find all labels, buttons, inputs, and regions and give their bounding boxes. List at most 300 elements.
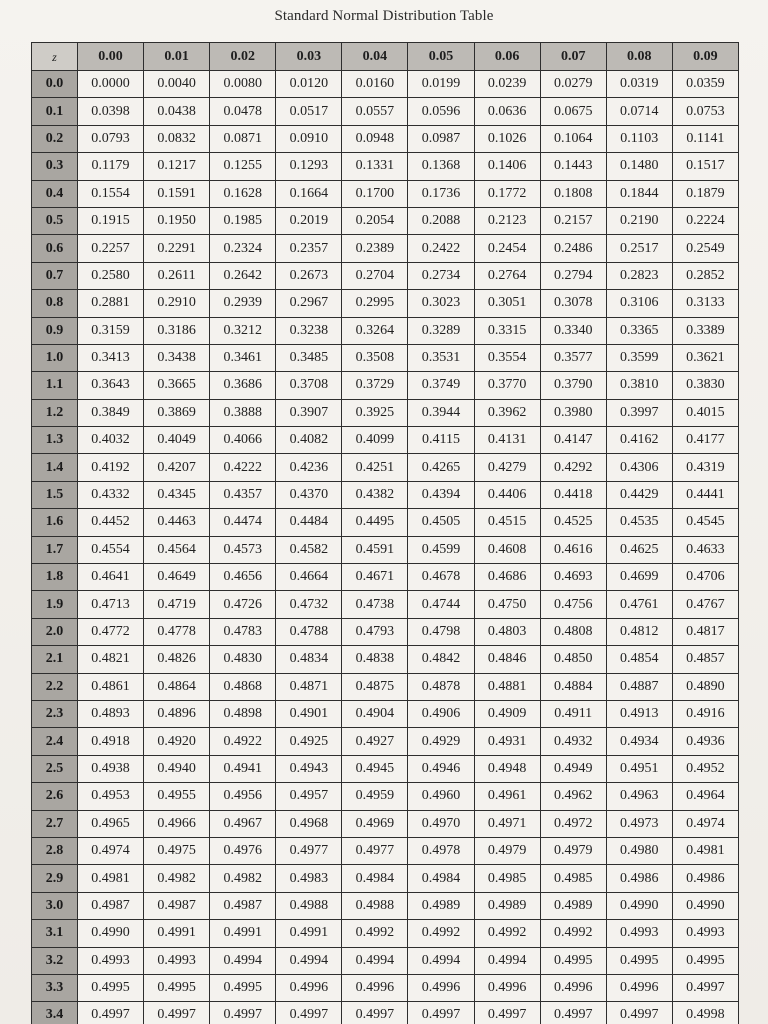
table-cell: 0.4131 (474, 427, 540, 454)
row-header-z: 1.9 (32, 591, 78, 618)
table-cell: 0.0517 (276, 98, 342, 125)
table-cell: 0.4973 (606, 810, 672, 837)
row-header-z: 2.3 (32, 700, 78, 727)
table-cell: 0.2642 (210, 262, 276, 289)
table-cell: 0.4981 (78, 865, 144, 892)
table-row (32, 207, 739, 234)
table-cell: 0.4992 (540, 920, 606, 947)
table-cell: 0.2123 (474, 207, 540, 234)
table-cell: 0.4996 (342, 974, 408, 1001)
table-cell: 0.1554 (78, 180, 144, 207)
table-cell: 0.4945 (342, 755, 408, 782)
table-cell: 0.4830 (210, 646, 276, 673)
table-cell: 0.4474 (210, 509, 276, 536)
table-cell: 0.4994 (276, 947, 342, 974)
table-cell: 0.3849 (78, 399, 144, 426)
column-header: 0.01 (144, 43, 210, 71)
table-cell: 0.1443 (540, 153, 606, 180)
table-cell: 0.4015 (672, 399, 738, 426)
table-cell: 0.4898 (210, 700, 276, 727)
table-row (32, 125, 739, 152)
table-cell: 0.4922 (210, 728, 276, 755)
table-cell: 0.3264 (342, 317, 408, 344)
table-cell: 0.4961 (474, 783, 540, 810)
table-cell: 0.3238 (276, 317, 342, 344)
table-cell: 0.4761 (606, 591, 672, 618)
table-cell: 0.1217 (144, 153, 210, 180)
table-cell: 0.4986 (606, 865, 672, 892)
table-cell: 0.4997 (144, 1002, 210, 1024)
table-row (32, 153, 739, 180)
table-cell: 0.1179 (78, 153, 144, 180)
row-header-z: 1.7 (32, 536, 78, 563)
table-cell: 0.2357 (276, 235, 342, 262)
table-cell: 0.2486 (540, 235, 606, 262)
table-cell: 0.3944 (408, 399, 474, 426)
table-row (32, 892, 739, 919)
table-cell: 0.4949 (540, 755, 606, 782)
row-header-z: 1.8 (32, 564, 78, 591)
row-header-z: 0.9 (32, 317, 78, 344)
table-cell: 0.0160 (342, 71, 408, 98)
table-cell: 0.4990 (672, 892, 738, 919)
table-cell: 0.4962 (540, 783, 606, 810)
table-cell: 0.3643 (78, 372, 144, 399)
table-cell: 0.4957 (276, 783, 342, 810)
table-cell: 0.4955 (144, 783, 210, 810)
row-header-z: 2.2 (32, 673, 78, 700)
table-cell: 0.4793 (342, 618, 408, 645)
table-cell: 0.4984 (408, 865, 474, 892)
table-cell: 0.4719 (144, 591, 210, 618)
table-cell: 0.2734 (408, 262, 474, 289)
table-cell: 0.2291 (144, 235, 210, 262)
table-row (32, 920, 739, 947)
table-cell: 0.0398 (78, 98, 144, 125)
table-cell: 0.4989 (474, 892, 540, 919)
table-cell: 0.0753 (672, 98, 738, 125)
table-cell: 0.3186 (144, 317, 210, 344)
table-container (31, 42, 738, 1024)
table-cell: 0.2794 (540, 262, 606, 289)
table-cell: 0.4817 (672, 618, 738, 645)
table-cell: 0.4991 (276, 920, 342, 947)
table-cell: 0.4931 (474, 728, 540, 755)
table-cell: 0.2673 (276, 262, 342, 289)
table-cell: 0.4893 (78, 700, 144, 727)
table-cell: 0.0319 (606, 71, 672, 98)
row-header-z: 0.6 (32, 235, 78, 262)
table-row (32, 755, 739, 782)
table-cell: 0.4656 (210, 564, 276, 591)
table-cell: 0.4994 (342, 947, 408, 974)
table-cell: 0.4788 (276, 618, 342, 645)
table-cell: 0.4066 (210, 427, 276, 454)
table-cell: 0.4979 (540, 837, 606, 864)
table-cell: 0.2995 (342, 290, 408, 317)
row-header-z: 1.4 (32, 454, 78, 481)
table-cell: 0.4495 (342, 509, 408, 536)
table-cell: 0.2852 (672, 262, 738, 289)
row-header-z: 0.2 (32, 125, 78, 152)
table-cell: 0.4987 (210, 892, 276, 919)
table-cell: 0.4959 (342, 783, 408, 810)
page-title: Standard Normal Distribution Table (274, 8, 494, 24)
table-cell: 0.4995 (540, 947, 606, 974)
table-cell: 0.4878 (408, 673, 474, 700)
table-cell: 0.4983 (276, 865, 342, 892)
table-cell: 0.4997 (408, 1002, 474, 1024)
table-cell: 0.0199 (408, 71, 474, 98)
table-cell: 0.1480 (606, 153, 672, 180)
table-cell: 0.4946 (408, 755, 474, 782)
table-cell: 0.4236 (276, 454, 342, 481)
table-row (32, 427, 739, 454)
table-cell: 0.4693 (540, 564, 606, 591)
table-cell: 0.4147 (540, 427, 606, 454)
table-cell: 0.1700 (342, 180, 408, 207)
table-row (32, 98, 739, 125)
table-cell: 0.3907 (276, 399, 342, 426)
table-row (32, 618, 739, 645)
table-cell: 0.4099 (342, 427, 408, 454)
table-cell: 0.4545 (672, 509, 738, 536)
table-cell: 0.4965 (78, 810, 144, 837)
table-cell: 0.3531 (408, 344, 474, 371)
table-cell: 0.3438 (144, 344, 210, 371)
table-cell: 0.4251 (342, 454, 408, 481)
table-cell: 0.4992 (342, 920, 408, 947)
table-cell: 0.1026 (474, 125, 540, 152)
table-cell: 0.2764 (474, 262, 540, 289)
table-cell: 0.0832 (144, 125, 210, 152)
table-cell: 0.4484 (276, 509, 342, 536)
table-cell: 0.2881 (78, 290, 144, 317)
table-cell: 0.2088 (408, 207, 474, 234)
table-row (32, 728, 739, 755)
table-cell: 0.3413 (78, 344, 144, 371)
table-cell: 0.4279 (474, 454, 540, 481)
table-cell: 0.4911 (540, 700, 606, 727)
table-cell: 0.4984 (342, 865, 408, 892)
table-cell: 0.4997 (78, 1002, 144, 1024)
row-header-z: 1.1 (32, 372, 78, 399)
table-cell: 0.3830 (672, 372, 738, 399)
table-cell: 0.4993 (144, 947, 210, 974)
column-header: 0.05 (408, 43, 474, 71)
table-cell: 0.4783 (210, 618, 276, 645)
table-cell: 0.2611 (144, 262, 210, 289)
table-cell: 0.4936 (672, 728, 738, 755)
table-cell: 0.4887 (606, 673, 672, 700)
table-cell: 0.4177 (672, 427, 738, 454)
table-cell: 0.4505 (408, 509, 474, 536)
table-cell: 0.4974 (672, 810, 738, 837)
table-cell: 0.4988 (342, 892, 408, 919)
table-cell: 0.4890 (672, 673, 738, 700)
table-cell: 0.3925 (342, 399, 408, 426)
row-header-z: 3.0 (32, 892, 78, 919)
row-header-z: 2.6 (32, 783, 78, 810)
table-cell: 0.4997 (540, 1002, 606, 1024)
table-cell: 0.4976 (210, 837, 276, 864)
table-cell: 0.4633 (672, 536, 738, 563)
table-cell: 0.4738 (342, 591, 408, 618)
table-cell: 0.4357 (210, 481, 276, 508)
table-cell: 0.4971 (474, 810, 540, 837)
table-cell: 0.4222 (210, 454, 276, 481)
table-cell: 0.4525 (540, 509, 606, 536)
table-cell: 0.3340 (540, 317, 606, 344)
z-column-header: z (32, 43, 78, 71)
table-cell: 0.3665 (144, 372, 210, 399)
table-row (32, 1002, 739, 1024)
table-cell: 0.1844 (606, 180, 672, 207)
table-cell: 0.4868 (210, 673, 276, 700)
column-header: 0.03 (276, 43, 342, 71)
table-cell: 0.3790 (540, 372, 606, 399)
table-cell: 0.3621 (672, 344, 738, 371)
table-cell: 0.4678 (408, 564, 474, 591)
table-cell: 0.4049 (144, 427, 210, 454)
table-cell: 0.4871 (276, 673, 342, 700)
table-row (32, 180, 739, 207)
table-cell: 0.0948 (342, 125, 408, 152)
table-cell: 0.3599 (606, 344, 672, 371)
table-cell: 0.4997 (672, 974, 738, 1001)
table-cell: 0.4987 (78, 892, 144, 919)
table-cell: 0.2324 (210, 235, 276, 262)
table-cell: 0.1628 (210, 180, 276, 207)
table-row (32, 865, 739, 892)
table-cell: 0.4996 (606, 974, 672, 1001)
table-row (32, 262, 739, 289)
table-cell: 0.4977 (342, 837, 408, 864)
table-cell: 0.4989 (408, 892, 474, 919)
row-header-z: 3.1 (32, 920, 78, 947)
table-cell: 0.3770 (474, 372, 540, 399)
table-cell: 0.4978 (408, 837, 474, 864)
table-cell: 0.4713 (78, 591, 144, 618)
table-cell: 0.4332 (78, 481, 144, 508)
table-cell: 0.4994 (210, 947, 276, 974)
table-cell: 0.4975 (144, 837, 210, 864)
table-cell: 0.3554 (474, 344, 540, 371)
table-cell: 0.4515 (474, 509, 540, 536)
table-cell: 0.4767 (672, 591, 738, 618)
table-cell: 0.4857 (672, 646, 738, 673)
table-cell: 0.4664 (276, 564, 342, 591)
table-cell: 0.4429 (606, 481, 672, 508)
table-cell: 0.4963 (606, 783, 672, 810)
row-header-z: 0.3 (32, 153, 78, 180)
table-cell: 0.4977 (276, 837, 342, 864)
table-cell: 0.4906 (408, 700, 474, 727)
table-cell: 0.4956 (210, 783, 276, 810)
table-cell: 0.4992 (474, 920, 540, 947)
column-header: 0.04 (342, 43, 408, 71)
table-cell: 0.4778 (144, 618, 210, 645)
table-header (32, 43, 739, 71)
row-header-z: 2.7 (32, 810, 78, 837)
table-cell: 0.4970 (408, 810, 474, 837)
table-cell: 0.4115 (408, 427, 474, 454)
table-cell: 0.4904 (342, 700, 408, 727)
row-header-z: 0.0 (32, 71, 78, 98)
table-cell: 0.0040 (144, 71, 210, 98)
table-cell: 0.4997 (474, 1002, 540, 1024)
normal-distribution-table (31, 42, 739, 1024)
table-cell: 0.4591 (342, 536, 408, 563)
table-cell: 0.0987 (408, 125, 474, 152)
table-cell: 0.4990 (78, 920, 144, 947)
table-cell: 0.4686 (474, 564, 540, 591)
table-cell: 0.4812 (606, 618, 672, 645)
table-row (32, 646, 739, 673)
table-cell: 0.4608 (474, 536, 540, 563)
table-cell: 0.4032 (78, 427, 144, 454)
table-cell: 0.3869 (144, 399, 210, 426)
table-cell: 0.4808 (540, 618, 606, 645)
table-cell: 0.4162 (606, 427, 672, 454)
table-cell: 0.4265 (408, 454, 474, 481)
table-cell: 0.4989 (540, 892, 606, 919)
table-cell: 0.2580 (78, 262, 144, 289)
table-cell: 0.3051 (474, 290, 540, 317)
table-cell: 0.4952 (672, 755, 738, 782)
table-cell: 0.4934 (606, 728, 672, 755)
table-row (32, 372, 739, 399)
table-cell: 0.3997 (606, 399, 672, 426)
table-cell: 0.1772 (474, 180, 540, 207)
table-cell: 0.4943 (276, 755, 342, 782)
row-header-z: 1.2 (32, 399, 78, 426)
table-cell: 0.4726 (210, 591, 276, 618)
table-cell: 0.4884 (540, 673, 606, 700)
table-cell: 0.3289 (408, 317, 474, 344)
table-cell: 0.1141 (672, 125, 738, 152)
table-row (32, 947, 739, 974)
table-cell: 0.0675 (540, 98, 606, 125)
table-cell: 0.4964 (672, 783, 738, 810)
table-cell: 0.4993 (606, 920, 672, 947)
row-header-z: 2.5 (32, 755, 78, 782)
table-cell: 0.4929 (408, 728, 474, 755)
table-row (32, 783, 739, 810)
column-header: 0.09 (672, 43, 738, 71)
row-header-z: 3.3 (32, 974, 78, 1001)
table-cell: 0.4535 (606, 509, 672, 536)
table-row (32, 700, 739, 727)
table-cell: 0.4993 (672, 920, 738, 947)
table-cell: 0.0910 (276, 125, 342, 152)
table-cell: 0.4992 (408, 920, 474, 947)
row-header-z: 1.5 (32, 481, 78, 508)
table-cell: 0.4370 (276, 481, 342, 508)
table-cell: 0.3485 (276, 344, 342, 371)
table-cell: 0.4960 (408, 783, 474, 810)
column-header: 0.07 (540, 43, 606, 71)
table-cell: 0.4625 (606, 536, 672, 563)
table-cell: 0.1591 (144, 180, 210, 207)
table-row (32, 71, 739, 98)
table-cell: 0.4996 (540, 974, 606, 1001)
table-cell: 0.1406 (474, 153, 540, 180)
table-cell: 0.4896 (144, 700, 210, 727)
table-cell: 0.4821 (78, 646, 144, 673)
table-cell: 0.4981 (672, 837, 738, 864)
table-cell: 0.1293 (276, 153, 342, 180)
column-header: 0.02 (210, 43, 276, 71)
table-cell: 0.4750 (474, 591, 540, 618)
table-cell: 0.3212 (210, 317, 276, 344)
table-cell: 0.0871 (210, 125, 276, 152)
table-row (32, 810, 739, 837)
table-cell: 0.4940 (144, 755, 210, 782)
table-row (32, 481, 739, 508)
table-cell: 0.3078 (540, 290, 606, 317)
table-cell: 0.4920 (144, 728, 210, 755)
table-cell: 0.4991 (210, 920, 276, 947)
table-cell: 0.0478 (210, 98, 276, 125)
row-header-z: 1.0 (32, 344, 78, 371)
table-cell: 0.1736 (408, 180, 474, 207)
table-cell: 0.4997 (342, 1002, 408, 1024)
table-cell: 0.4864 (144, 673, 210, 700)
table-cell: 0.4913 (606, 700, 672, 727)
table-cell: 0.0714 (606, 98, 672, 125)
table-row (32, 317, 739, 344)
table-cell: 0.4452 (78, 509, 144, 536)
table-cell: 0.1517 (672, 153, 738, 180)
header-row (32, 43, 739, 71)
table-cell: 0.4616 (540, 536, 606, 563)
table-cell: 0.4997 (210, 1002, 276, 1024)
table-cell: 0.4995 (672, 947, 738, 974)
table-row (32, 974, 739, 1001)
table-cell: 0.3577 (540, 344, 606, 371)
row-header-z: 2.0 (32, 618, 78, 645)
table-cell: 0.4850 (540, 646, 606, 673)
table-cell: 0.1950 (144, 207, 210, 234)
table-cell: 0.4319 (672, 454, 738, 481)
table-cell: 0.3508 (342, 344, 408, 371)
table-row (32, 564, 739, 591)
table-cell: 0.1985 (210, 207, 276, 234)
table-cell: 0.2019 (276, 207, 342, 234)
table-cell: 0.4854 (606, 646, 672, 673)
table-cell: 0.3810 (606, 372, 672, 399)
table-cell: 0.4988 (276, 892, 342, 919)
table-cell: 0.4798 (408, 618, 474, 645)
table-row (32, 290, 739, 317)
row-header-z: 2.1 (32, 646, 78, 673)
table-row (32, 454, 739, 481)
table-cell: 0.3708 (276, 372, 342, 399)
table-cell: 0.4699 (606, 564, 672, 591)
table-cell: 0.4985 (540, 865, 606, 892)
table-cell: 0.3389 (672, 317, 738, 344)
table-cell: 0.2389 (342, 235, 408, 262)
table-cell: 0.4756 (540, 591, 606, 618)
table-cell: 0.3106 (606, 290, 672, 317)
table-cell: 0.4997 (276, 1002, 342, 1024)
table-row (32, 837, 739, 864)
table-cell: 0.4909 (474, 700, 540, 727)
table-cell: 0.3023 (408, 290, 474, 317)
table-cell: 0.0080 (210, 71, 276, 98)
table-cell: 0.4982 (210, 865, 276, 892)
